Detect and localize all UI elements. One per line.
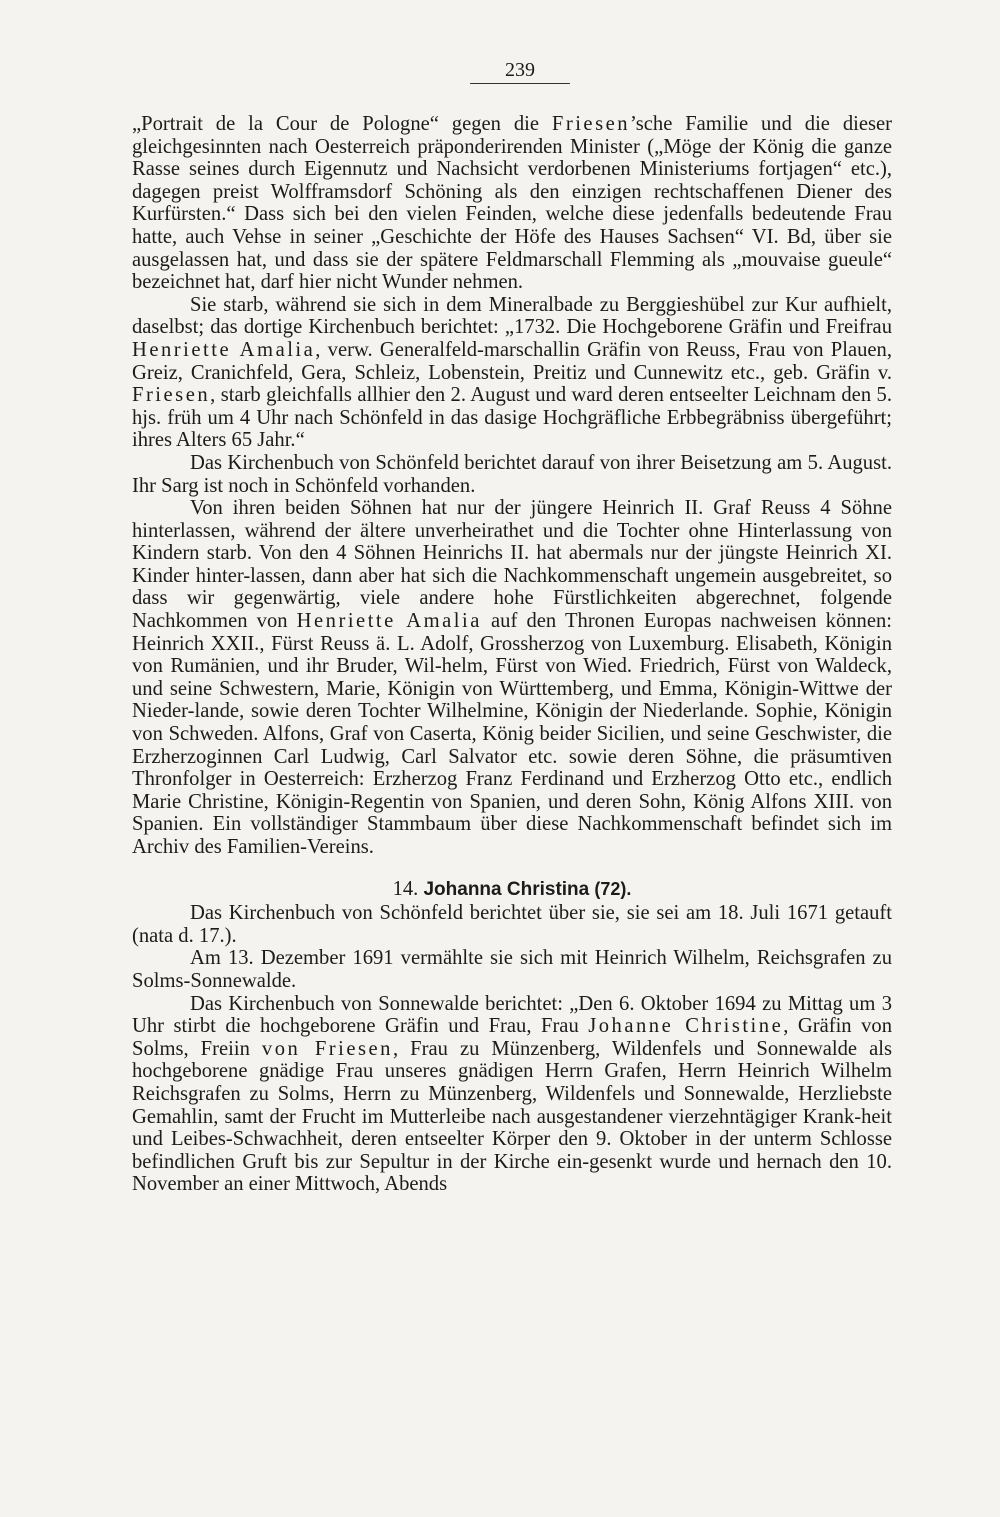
section-number: 14. [392, 877, 419, 900]
text-run: , Gräfin von Solms, Freiin [132, 1015, 892, 1060]
text-run: Das Kirchenbuch von Sonnewalde berichtet: „Den 6. Oktober 1694 zu Mittag um 3 Uhr stirbt die hochgeborene Gräfin und Frau, Frau [132, 992, 892, 1038]
spaced-name: Friesen [551, 113, 631, 135]
text-run: Am 13. Dezember 1691 vermählte sie sich mit Heinrich Wilhelm, Reichsgrafen zu Solms-Sonnewalde. [132, 947, 892, 992]
spaced-name: Friesen [132, 384, 211, 407]
spaced-name: von Friesen [261, 1037, 393, 1060]
paragraph [132, 902, 892, 947]
spaced-name: Henriette Amalia [132, 338, 316, 361]
paragraph [132, 294, 892, 452]
section-title: Johanna Christina [423, 878, 590, 900]
section-reference: (72). [594, 878, 632, 899]
paragraph [132, 993, 892, 1196]
body-text [132, 113, 892, 1196]
text-run: Das Kirchenbuch von Schönfeld berichtet über sie, sie sei am 18. Juli 1671 getauft (nata d. 17.). [132, 902, 892, 947]
text-run: ’sche Familie und die dieser gleichgesinnten nach Oesterreich präponderirenden Minister („Möge der König die ganze Rasse seines durch Eigennutz und Nachsicht verdorbenen Ministeriums fortjagen“ etc.), dagegen preist Wolfframsdorf Schöning als den einzigen rechtschaffenen Diener des Kurfürsten.“ Dass sich bei den vielen Feinden, welche diese jedenfalls bedeutende Frau hatte, auch Vehse in seiner „Geschichte der Höfe des Hauses Sachsen“ VI. Bd, über sie ausgelassen hat, und dass sie der spätere Feldmarschall Flemming als „mouvaise gueule“ bezeichnet hat, darf hier nicht Wunder nehmen. [132, 113, 893, 294]
text-block-bottom [132, 902, 892, 1196]
text-run: , starb gleichfalls allhier den 2. August und ward deren entseelter Leichnam den 5. hjs. früh um 4 Uhr nach Schönfeld in das dasige Hochgräfliche Erbbegräbniss übergeführt; ihres Alters 65 Jahr.“ [132, 384, 892, 452]
text-run: Sie starb, während sie sich in dem Mineralbade zu Berggieshübel zur Kur aufhielt, daselbst; das dortige Kirchenbuch berichtet: „1732. Die Hochgeborene Gräfin und Freifrau [132, 293, 892, 339]
text-run: , verw. Generalfeld-marschallin Gräfin von Reuss, Frau von Plauen, Greiz, Cranichfeld, Gera, Schleiz, Lobenstein, Preitiz und Cunnewitz etc., geb. Gräfin v. [132, 338, 892, 384]
text-run: , Frau zu Münzenberg, Wildenfels und Sonnewalde als hochgeborene gnädige Frau unseres gnädigen Herrn Grafen, Herrn Heinrich Wilhelm Reichsgrafen zu Solms, Herrn zu Münzenberg, Wildenfels und Sonnewalde, Herzliebste Gemahlin, samt der Frucht im Mutterleibe nach ausgestandener vierzehntägiger Krank-heit und Leibes-Schwachheit, deren entseelter Körper den 9. Oktober in der unterm Schlosse befindlichen Gruft bis zur Sepultur in der Kirche ein-gesenkt wurde und hernach den 10. November an einer Mittwoch, Abends [132, 1037, 892, 1196]
paragraph [132, 113, 892, 294]
text-run: Das Kirchenbuch von Schönfeld berichtet darauf von ihrer Beisetzung am 5. August. Ihr Sarg ist noch in Schönfeld vorhanden. [132, 451, 892, 497]
text-run: Von ihren beiden Söhnen hat nur der jüngere Heinrich II. Graf Reuss 4 Söhne hinterlassen, während der ältere unverheirathet und die Tochter ohne Hinterlassung von Kindern starb. Von den 4 Söhnen Heinrichs II. hat abermals nur der jüngste Heinrich XI. Kinder hinter-lassen, dann aber hat sich die Nachkommenschaft ungemein ausgebreitet, so dass wir gegenwärtig, viele andere hohe Fürstlichkeiten abgerechnet, folgende Nachkommen von [132, 497, 892, 633]
text-block-top [132, 113, 892, 859]
section-heading [132, 878, 892, 902]
spaced-name: Johanne Christine [588, 1015, 784, 1038]
spaced-name: Henriette Amalia [296, 610, 482, 633]
text-run: auf den Thronen Europas nachweisen können: Heinrich XXII., Fürst Reuss ä. L. Adolf, Grossherzog von Luxemburg. Elisabeth, Königin von Rumänien, und ihr Bruder, Wil-helm, Fürst von Wied. Friedrich, Fürst von Waldeck, und seine Schwestern, Marie, Königin von Württemberg, und Emma, Königin-Wittwe der Nieder-lande, sowie deren Tochter Wilhelmine, Königin der Niederlande. Sophie, Königin von Schweden. Alfons, Graf von Caserta, König beider Sicilien, und seine Geschwister, die Erzherzoginnen Carl Ludwig, Carl Salvator etc. sowie deren Söhne, die präsumtiven Thronfolger in Oesterreich: Erzherzog Franz Ferdinand und Erzherzog Otto etc., endlich Marie Christine, Königin-Regentin von Spanien, und deren Sohn, König Alfons XIII. von Spanien. Ein vollständiger Stammbaum über diese Nachkommenschaft befindet sich im Archiv des Familien-Vereins. [132, 610, 892, 858]
paragraph [132, 947, 892, 992]
page-number: 239 [470, 58, 570, 84]
paragraph [132, 452, 892, 497]
text-run: „Portrait de la Cour de Pologne“ gegen die [132, 113, 552, 135]
paragraph [132, 497, 892, 859]
